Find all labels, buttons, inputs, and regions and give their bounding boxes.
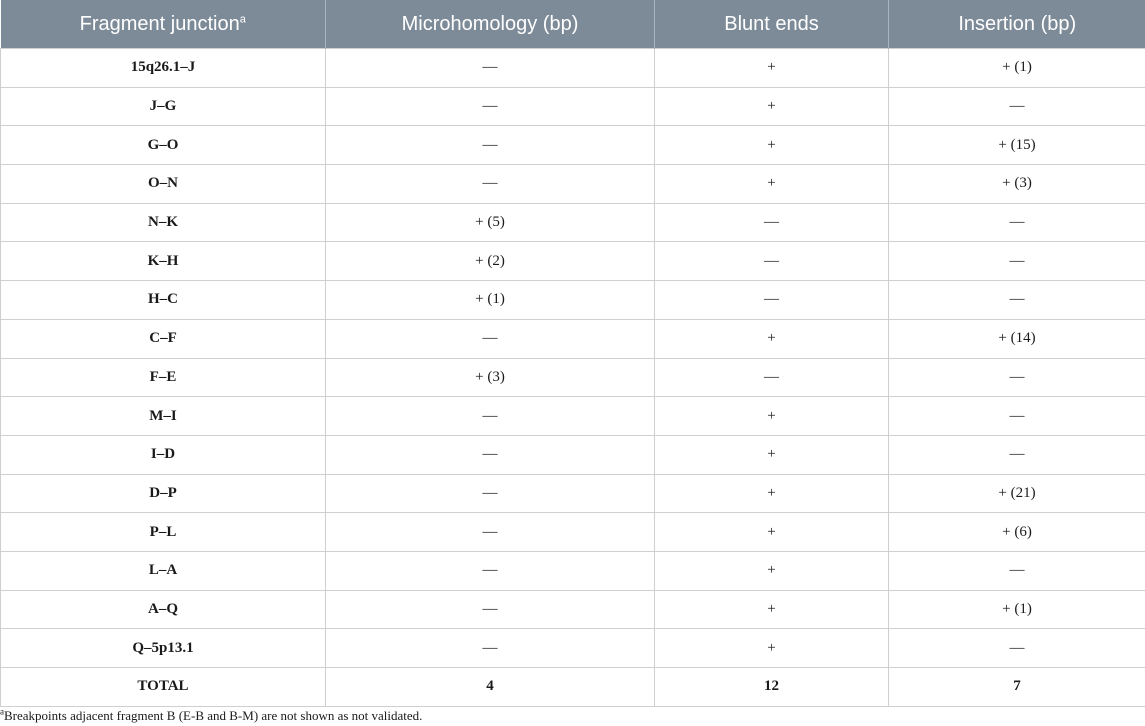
cell-microhomology: — xyxy=(326,435,655,474)
cell-insertion: + (1) xyxy=(889,590,1145,629)
table-row xyxy=(1,590,1145,629)
cell-microhomology: + (3) xyxy=(326,358,655,397)
table-row xyxy=(1,281,1145,320)
cell-microhomology: + (2) xyxy=(326,242,655,281)
cell-fragment-junction: Q–5p13.1 xyxy=(1,629,326,668)
cell-microhomology: — xyxy=(326,126,655,165)
cell-fragment-junction: G–O xyxy=(1,126,326,165)
cell-blunt-ends: + xyxy=(655,513,889,552)
cell-blunt-ends: + xyxy=(655,474,889,513)
cell-blunt-ends: + xyxy=(655,165,889,204)
table-row xyxy=(1,513,1145,552)
cell-fragment-junction: N–K xyxy=(1,203,326,242)
cell-fragment-junction: I–D xyxy=(1,435,326,474)
cell-insertion: + (3) xyxy=(889,165,1145,204)
header-row xyxy=(1,0,1145,49)
cell-insertion: — xyxy=(889,358,1145,397)
cell-blunt-ends: + xyxy=(655,397,889,436)
cell-microhomology: — xyxy=(326,397,655,436)
cell-microhomology: — xyxy=(326,513,655,552)
cell-insertion: + (21) xyxy=(889,474,1145,513)
cell-microhomology: — xyxy=(326,319,655,358)
table-row xyxy=(1,165,1145,204)
cell-insertion: — xyxy=(889,281,1145,320)
cell-blunt-ends: + xyxy=(655,590,889,629)
total-blunt-ends: 12 xyxy=(655,668,889,707)
cell-fragment-junction: 15q26.1–J xyxy=(1,49,326,88)
table-row xyxy=(1,203,1145,242)
cell-blunt-ends: — xyxy=(655,358,889,397)
cell-fragment-junction: K–H xyxy=(1,242,326,281)
cell-insertion: — xyxy=(889,242,1145,281)
cell-insertion: — xyxy=(889,203,1145,242)
cell-insertion: + (6) xyxy=(889,513,1145,552)
table-row xyxy=(1,629,1145,668)
header-microhomology xyxy=(326,0,655,49)
cell-microhomology: — xyxy=(326,551,655,590)
table-row xyxy=(1,126,1145,165)
cell-blunt-ends: + xyxy=(655,87,889,126)
cell-microhomology: — xyxy=(326,87,655,126)
cell-fragment-junction: P–L xyxy=(1,513,326,552)
total-microhomology: 4 xyxy=(326,668,655,707)
header-label: Microhomology (bp) xyxy=(401,12,579,35)
table-row xyxy=(1,319,1145,358)
cell-fragment-junction: H–C xyxy=(1,281,326,320)
cell-blunt-ends: — xyxy=(655,242,889,281)
table-row xyxy=(1,242,1145,281)
cell-fragment-junction: F–E xyxy=(1,358,326,397)
table-row xyxy=(1,358,1145,397)
cell-fragment-junction: L–A xyxy=(1,551,326,590)
cell-microhomology: — xyxy=(326,590,655,629)
header-label: Fragment junction xyxy=(79,12,240,35)
table-footnote xyxy=(0,708,422,724)
cell-blunt-ends: — xyxy=(655,203,889,242)
cell-microhomology: + (5) xyxy=(326,203,655,242)
header-insertion xyxy=(889,0,1145,49)
total-insertion: 7 xyxy=(889,668,1145,707)
table-body xyxy=(1,49,1145,707)
header-fragment-junction xyxy=(1,0,326,49)
total-row xyxy=(1,668,1145,707)
cell-blunt-ends: + xyxy=(655,435,889,474)
cell-insertion: + (15) xyxy=(889,126,1145,165)
table-row xyxy=(1,49,1145,88)
cell-blunt-ends: + xyxy=(655,551,889,590)
total-label: TOTAL xyxy=(1,668,326,707)
table-row xyxy=(1,397,1145,436)
cell-blunt-ends: — xyxy=(655,281,889,320)
table-header xyxy=(1,0,1145,49)
cell-insertion: — xyxy=(889,397,1145,436)
cell-insertion: — xyxy=(889,87,1145,126)
cell-insertion: — xyxy=(889,551,1145,590)
footnote-marker: a xyxy=(0,706,4,717)
cell-insertion: — xyxy=(889,435,1145,474)
table-row xyxy=(1,474,1145,513)
cell-fragment-junction: J–G xyxy=(1,87,326,126)
cell-fragment-junction: A–Q xyxy=(1,590,326,629)
cell-blunt-ends: + xyxy=(655,319,889,358)
cell-blunt-ends: + xyxy=(655,126,889,165)
table-row xyxy=(1,551,1145,590)
cell-microhomology: — xyxy=(326,629,655,668)
cell-insertion: — xyxy=(889,629,1145,668)
cell-insertion: + (1) xyxy=(889,49,1145,88)
cell-blunt-ends: + xyxy=(655,629,889,668)
cell-microhomology: + (1) xyxy=(326,281,655,320)
cell-blunt-ends: + xyxy=(655,49,889,88)
header-footnote-marker: a xyxy=(239,12,246,25)
cell-microhomology: — xyxy=(326,49,655,88)
cell-microhomology: — xyxy=(326,474,655,513)
header-label: Blunt ends xyxy=(724,12,819,35)
header-label: Insertion (bp) xyxy=(958,12,1077,35)
cell-insertion: + (14) xyxy=(889,319,1145,358)
header-blunt-ends xyxy=(655,0,889,49)
cell-fragment-junction: C–F xyxy=(1,319,326,358)
cell-fragment-junction: M–I xyxy=(1,397,326,436)
cell-fragment-junction: D–P xyxy=(1,474,326,513)
table-row xyxy=(1,87,1145,126)
footnote-text: Breakpoints adjacent fragment B (E-B and B-M) are not shown as not validated. xyxy=(4,708,423,723)
table-row xyxy=(1,435,1145,474)
cell-microhomology: — xyxy=(326,165,655,204)
cell-fragment-junction: O–N xyxy=(1,165,326,204)
